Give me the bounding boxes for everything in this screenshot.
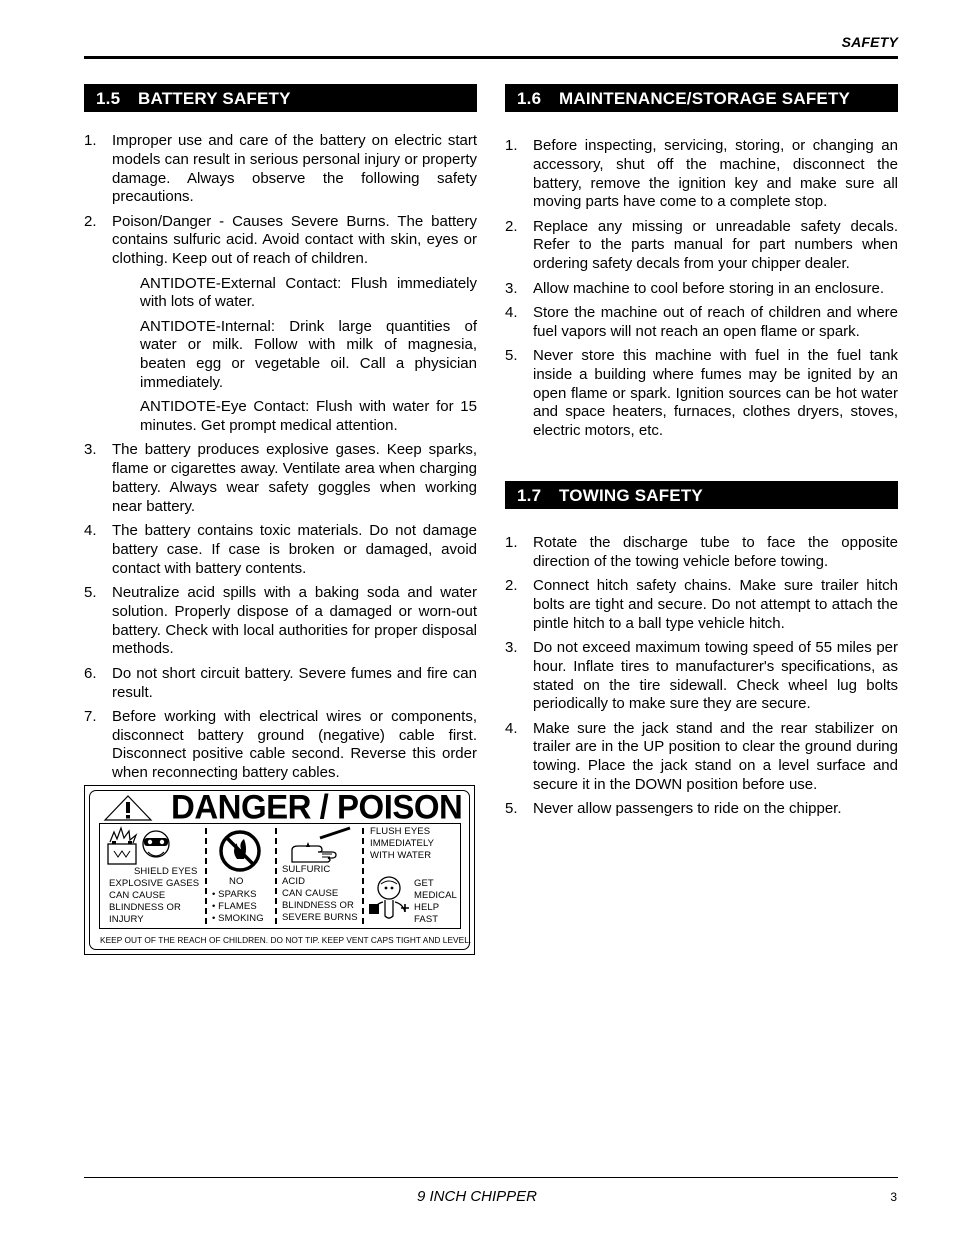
list-item bbox=[84, 665, 477, 703]
list-item bbox=[505, 218, 898, 274]
item-number: 2. bbox=[505, 217, 518, 235]
section-header-label: SAFETY bbox=[841, 34, 898, 50]
panel-divider bbox=[275, 828, 277, 924]
item-number: 5. bbox=[505, 800, 518, 818]
right-column bbox=[505, 84, 898, 446]
item-number: 5. bbox=[84, 584, 97, 602]
item-number: 3. bbox=[505, 279, 518, 297]
warning-triangle-icon bbox=[103, 794, 153, 822]
item-number: 1. bbox=[505, 137, 518, 154]
item-text: Make sure the jack stand and the rear stabilizer on trailer are in the UP position to clear the ground during towing. Place the jack stand on a level surface and secure it in the DOWN position before use. bbox=[533, 719, 898, 794]
no-text: NO bbox=[229, 876, 244, 887]
list-item bbox=[84, 213, 477, 269]
item-text: Replace any missing or unreadable safety decals. Refer to the parts manual for part numbers when ordering safety decals from your chipper dealer. bbox=[533, 217, 898, 273]
section-number: 1.6 bbox=[517, 89, 542, 108]
battery-list bbox=[84, 132, 477, 269]
item-number: 1. bbox=[505, 534, 518, 551]
medical-help-icon bbox=[365, 874, 415, 922]
item-number: 2. bbox=[505, 577, 518, 595]
page-number: 3 bbox=[890, 1190, 897, 1204]
no-items-text: • SPARKS • FLAMES • SMOKING bbox=[212, 889, 264, 924]
panel-divider bbox=[205, 828, 207, 924]
section-title-towing bbox=[505, 481, 898, 509]
item-number: 6. bbox=[84, 664, 97, 682]
danger-poison-label bbox=[84, 785, 475, 955]
label-footer-text: KEEP OUT OF THE REACH OF CHILDREN. DO NOT TIP. KEEP VENT CAPS TIGHT AND LEVEL. bbox=[100, 935, 472, 945]
list-item bbox=[505, 137, 898, 212]
item-text: Never store this machine with fuel in the fuel tank inside a building where fumes may be ignited by an open flame or spark. Ignition sources can be hot water and space heaters, furnaces, clothes dryers, stoves, electric motors, etc. bbox=[533, 346, 898, 440]
sulfuric-acid-text: SULFURIC ACID CAN CAUSE BLINDNESS OR SEVERE BURNS bbox=[282, 864, 358, 923]
list-item bbox=[84, 522, 477, 578]
list-item bbox=[84, 441, 477, 516]
item-number: 4. bbox=[84, 522, 97, 540]
section-number: 1.7 bbox=[517, 486, 542, 505]
antidote-eye: ANTIDOTE-Eye Contact: Flush with water for 15 minutes. Get prompt medical attention. bbox=[140, 398, 477, 435]
list-item bbox=[505, 800, 898, 819]
item-text: Do not short circuit battery. Severe fumes and fire can result. bbox=[112, 664, 477, 701]
item-text: Neutralize acid spills with a baking soda and water solution. Properly dispose of a damaged or worn-out battery. Check with local authorities for proper disposal methods. bbox=[112, 584, 477, 658]
list-item bbox=[505, 534, 898, 572]
item-text: Connect hitch safety chains. Make sure trailer hitch bolts are tight and secure. Do not attempt to attach the pintle hitch to a ball type vehicle hitch. bbox=[533, 577, 898, 632]
item-number: 7. bbox=[84, 707, 97, 725]
item-text: Poison/Danger - Causes Severe Burns. The battery contains sulfuric acid. Avoid contact with skin, eyes or clothing. Keep out of reach of children. bbox=[112, 212, 477, 268]
section-title-battery bbox=[84, 84, 477, 112]
list-item bbox=[505, 577, 898, 633]
explosive-gases-text: EXPLOSIVE GASES CAN CAUSE BLINDNESS OR INJURY bbox=[109, 878, 200, 925]
label-title: DANGER / POISON bbox=[171, 787, 463, 826]
section-title-text: BATTERY SAFETY bbox=[138, 89, 291, 108]
section-number: 1.5 bbox=[96, 89, 121, 108]
section-title-text: TOWING SAFETY bbox=[559, 486, 703, 505]
item-number: 3. bbox=[505, 638, 518, 656]
list-item bbox=[84, 708, 477, 783]
footer-title: 9 INCH CHIPPER bbox=[416, 1188, 538, 1205]
explosion-goggles-icon bbox=[104, 826, 176, 870]
section-title-text: MAINTENANCE/STORAGE SAFETY bbox=[559, 89, 851, 108]
item-text: The battery produces explosive gases. Keep sparks, flame or cigarettes away. Ventilate area when charging battery. Always wear safety goggles when working near battery. bbox=[112, 441, 477, 515]
item-text: Before working with electrical wires or components, disconnect battery ground (negative) cable first. Disconnect positive cable second. Reverse this order when reconnecting battery cables. bbox=[112, 707, 477, 782]
item-text: Allow machine to cool before storing in an enclosure. bbox=[533, 279, 885, 297]
list-item bbox=[84, 132, 477, 207]
antidote-external: ANTIDOTE-External Contact: Flush immediately with lots of water. bbox=[140, 274, 477, 311]
item-text: Rotate the discharge tube to face the opposite direction of the towing vehicle before towing. bbox=[533, 534, 898, 570]
item-number: 5. bbox=[505, 346, 518, 364]
item-text: Improper use and care of the battery on electric start models can result in serious personal injury or property damage. Always observe the following safety precautions. bbox=[112, 132, 477, 206]
acid-hand-icon bbox=[288, 826, 358, 866]
antidote-internal: ANTIDOTE-Internal: Drink large quantities of water or milk. Follow with milk of magnesia, beaten egg or vegetable oil. Call a physician immediately. bbox=[140, 317, 477, 392]
list-item bbox=[505, 639, 898, 714]
battery-list-cont bbox=[84, 441, 477, 783]
section-title-maintenance bbox=[505, 84, 898, 112]
item-text: Before inspecting, servicing, storing, or changing an accessory, shut off the machine, disconnect the battery, remove the ignition key and make sure all moving parts have come to a complete stop. bbox=[533, 137, 898, 211]
panel-divider bbox=[362, 828, 364, 924]
item-text: Store the machine out of reach of children and where fuel vapors will not reach an open flame or spark. bbox=[533, 303, 898, 340]
towing-list bbox=[505, 534, 898, 819]
item-number: 4. bbox=[505, 719, 518, 737]
item-number: 2. bbox=[84, 212, 97, 230]
item-text: Do not exceed maximum towing speed of 55 miles per hour. Inflate tires to manufacturer's specifications, as stated on the tire sidewall. Check wheel lug bolts periodically to make sure they are secure. bbox=[533, 638, 898, 713]
item-number: 3. bbox=[84, 441, 97, 459]
shield-eyes-text: SHIELD EYES bbox=[134, 866, 198, 877]
list-item bbox=[505, 347, 898, 441]
label-panel bbox=[99, 823, 461, 929]
item-number: 1. bbox=[84, 132, 97, 149]
header-rule bbox=[84, 56, 898, 59]
list-item bbox=[84, 584, 477, 659]
medical-help-text: GET MEDICAL HELP FAST bbox=[414, 878, 457, 925]
item-number: 4. bbox=[505, 303, 518, 321]
list-item bbox=[505, 280, 898, 299]
item-text: The battery contains toxic materials. Do not damage battery case. If case is broken or damaged, avoid contact with battery contents. bbox=[112, 522, 477, 577]
flush-eyes-text: FLUSH EYES IMMEDIATELY WITH WATER bbox=[370, 826, 435, 861]
list-item bbox=[505, 304, 898, 342]
maintenance-list bbox=[505, 137, 898, 441]
no-flames-icon bbox=[218, 829, 262, 873]
item-text: Never allow passengers to ride on the chipper. bbox=[533, 800, 842, 818]
towing-section bbox=[505, 481, 898, 825]
left-column bbox=[84, 84, 477, 789]
footer-rule bbox=[84, 1177, 898, 1178]
list-item bbox=[505, 720, 898, 795]
